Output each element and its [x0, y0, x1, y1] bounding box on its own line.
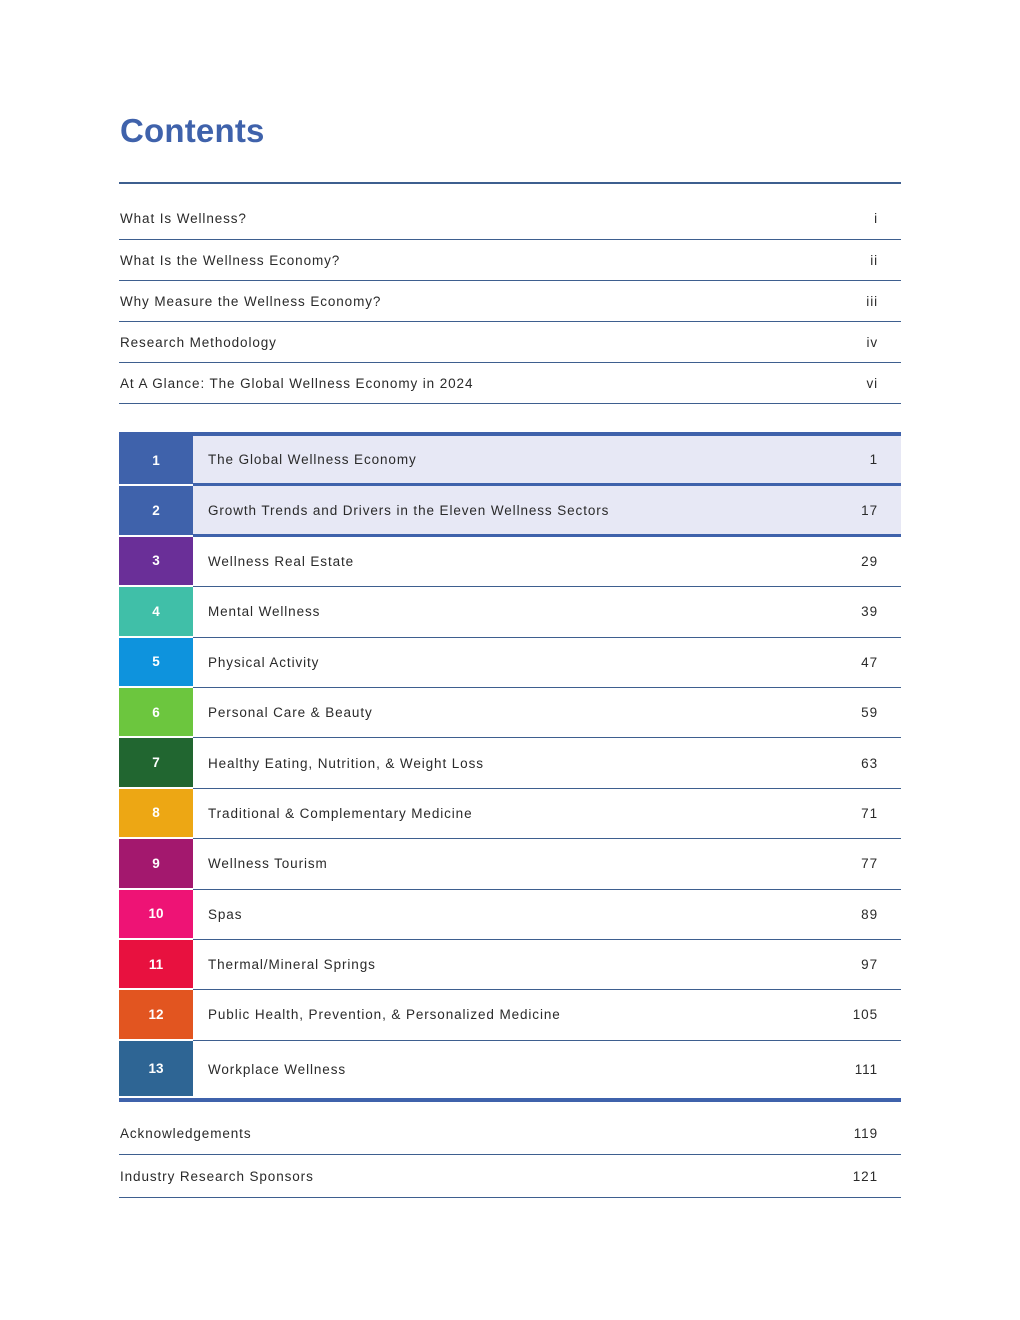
toc-entry-label: What Is Wellness? — [120, 211, 247, 226]
toc-entry-page: 119 — [853, 1125, 878, 1141]
toc-entry-page: iii — [866, 293, 878, 309]
chapter-number-badge: 6 — [119, 688, 193, 738]
chapter-entry-body — [193, 839, 901, 889]
chapter-entry-body — [193, 537, 901, 587]
chapter-number-badge: 8 — [119, 789, 193, 839]
chapter-page: 29 — [861, 553, 878, 569]
chapter-page: 47 — [861, 654, 878, 670]
chapter-entry[interactable] — [119, 789, 901, 839]
toc-entry[interactable] — [119, 1155, 901, 1198]
chapter-entry-body — [193, 990, 901, 1040]
chapter-entry-body — [193, 890, 901, 940]
chapter-page: 17 — [861, 502, 878, 518]
front-matter-list — [119, 198, 901, 404]
chapter-entry-body — [193, 486, 901, 536]
chapter-page: 89 — [861, 906, 878, 922]
chapter-entry[interactable] — [119, 1041, 901, 1098]
chapter-title: The Global Wellness Economy — [208, 452, 417, 468]
chapter-number-badge: 2 — [119, 486, 193, 536]
chapter-number-badge: 4 — [119, 587, 193, 637]
chapter-entry-body — [193, 638, 901, 688]
toc-entry[interactable] — [119, 240, 901, 281]
chapter-title: Healthy Eating, Nutrition, & Weight Loss — [208, 755, 484, 771]
toc-entry-label: Acknowledgements — [120, 1125, 252, 1141]
back-matter-list — [119, 1112, 901, 1198]
toc-entry-label: Why Measure the Wellness Economy? — [120, 293, 382, 309]
chapter-title: Spas — [208, 906, 243, 922]
chapter-entry[interactable] — [119, 738, 901, 788]
toc-entry-label: Industry Research Sponsors — [120, 1168, 314, 1184]
chapter-entry[interactable] — [119, 587, 901, 637]
chapter-entry-body — [193, 738, 901, 788]
chapter-title: Thermal/Mineral Springs — [208, 957, 376, 973]
chapter-title: Growth Trends and Drivers in the Eleven Wellness Sectors — [208, 502, 610, 518]
chapter-page: 111 — [854, 1061, 878, 1077]
chapter-entry[interactable] — [119, 638, 901, 688]
chapter-number-badge: 11 — [119, 940, 193, 990]
toc-entry-label: At A Glance: The Global Wellness Economy in 2024 — [120, 375, 474, 391]
toc-entry-page: ii — [870, 252, 878, 268]
chapter-title: Physical Activity — [208, 654, 320, 670]
chapter-list-bottom-rule — [119, 1098, 901, 1102]
chapter-title: Traditional & Complementary Medicine — [208, 805, 473, 821]
chapter-entry[interactable] — [119, 990, 901, 1040]
chapter-page: 97 — [861, 957, 878, 973]
chapter-entry[interactable] — [119, 688, 901, 738]
chapter-entry-body — [193, 1041, 901, 1098]
chapter-entry-body — [193, 940, 901, 990]
chapter-number-badge: 1 — [119, 436, 193, 486]
chapter-entry-body — [193, 436, 901, 486]
chapter-page: 77 — [861, 856, 878, 872]
chapter-number-badge: 12 — [119, 990, 193, 1040]
chapter-page: 71 — [861, 805, 878, 821]
chapter-number-badge: 7 — [119, 738, 193, 788]
chapter-entry[interactable] — [119, 890, 901, 940]
chapter-entry-body — [193, 789, 901, 839]
chapter-list — [119, 432, 901, 1102]
toc-entry[interactable] — [119, 322, 901, 363]
chapter-title: Public Health, Prevention, & Personalized Medicine — [208, 1007, 561, 1023]
page-title: Contents — [120, 112, 265, 149]
chapter-page: 39 — [861, 604, 878, 620]
chapter-title: Wellness Real Estate — [208, 553, 355, 569]
chapter-page: 59 — [861, 705, 878, 721]
toc-entry-label: Research Methodology — [120, 334, 277, 350]
toc-entry-page: iv — [866, 334, 878, 350]
toc-entry[interactable] — [119, 363, 901, 404]
chapter-number-badge: 5 — [119, 638, 193, 688]
toc-entry-page: vi — [866, 375, 878, 391]
toc-entry-page: i — [874, 211, 878, 226]
chapter-entry[interactable] — [119, 486, 901, 536]
toc-entry[interactable] — [119, 281, 901, 322]
toc-entry-label: What Is the Wellness Economy? — [120, 252, 341, 268]
chapter-entry[interactable] — [119, 940, 901, 990]
chapter-entry-body — [193, 587, 901, 637]
chapter-number-badge: 10 — [119, 890, 193, 940]
toc-entry[interactable] — [119, 1112, 901, 1155]
toc-entry[interactable] — [119, 198, 901, 240]
chapter-title: Workplace Wellness — [208, 1061, 346, 1077]
chapter-page: 105 — [852, 1007, 878, 1023]
chapter-title: Mental Wellness — [208, 604, 321, 620]
chapter-number-badge: 13 — [119, 1041, 193, 1098]
chapter-entry[interactable] — [119, 839, 901, 889]
chapter-entry-body — [193, 688, 901, 738]
chapter-number-badge: 9 — [119, 839, 193, 889]
chapter-number-badge: 3 — [119, 537, 193, 587]
chapter-page: 1 — [869, 452, 878, 468]
chapter-entry[interactable] — [119, 537, 901, 587]
chapter-title: Personal Care & Beauty — [208, 705, 373, 721]
chapter-title: Wellness Tourism — [208, 856, 328, 872]
toc-entry-page: 121 — [852, 1168, 878, 1184]
chapter-entry[interactable] — [119, 436, 901, 486]
chapter-page: 63 — [861, 755, 878, 771]
title-divider — [119, 182, 901, 184]
